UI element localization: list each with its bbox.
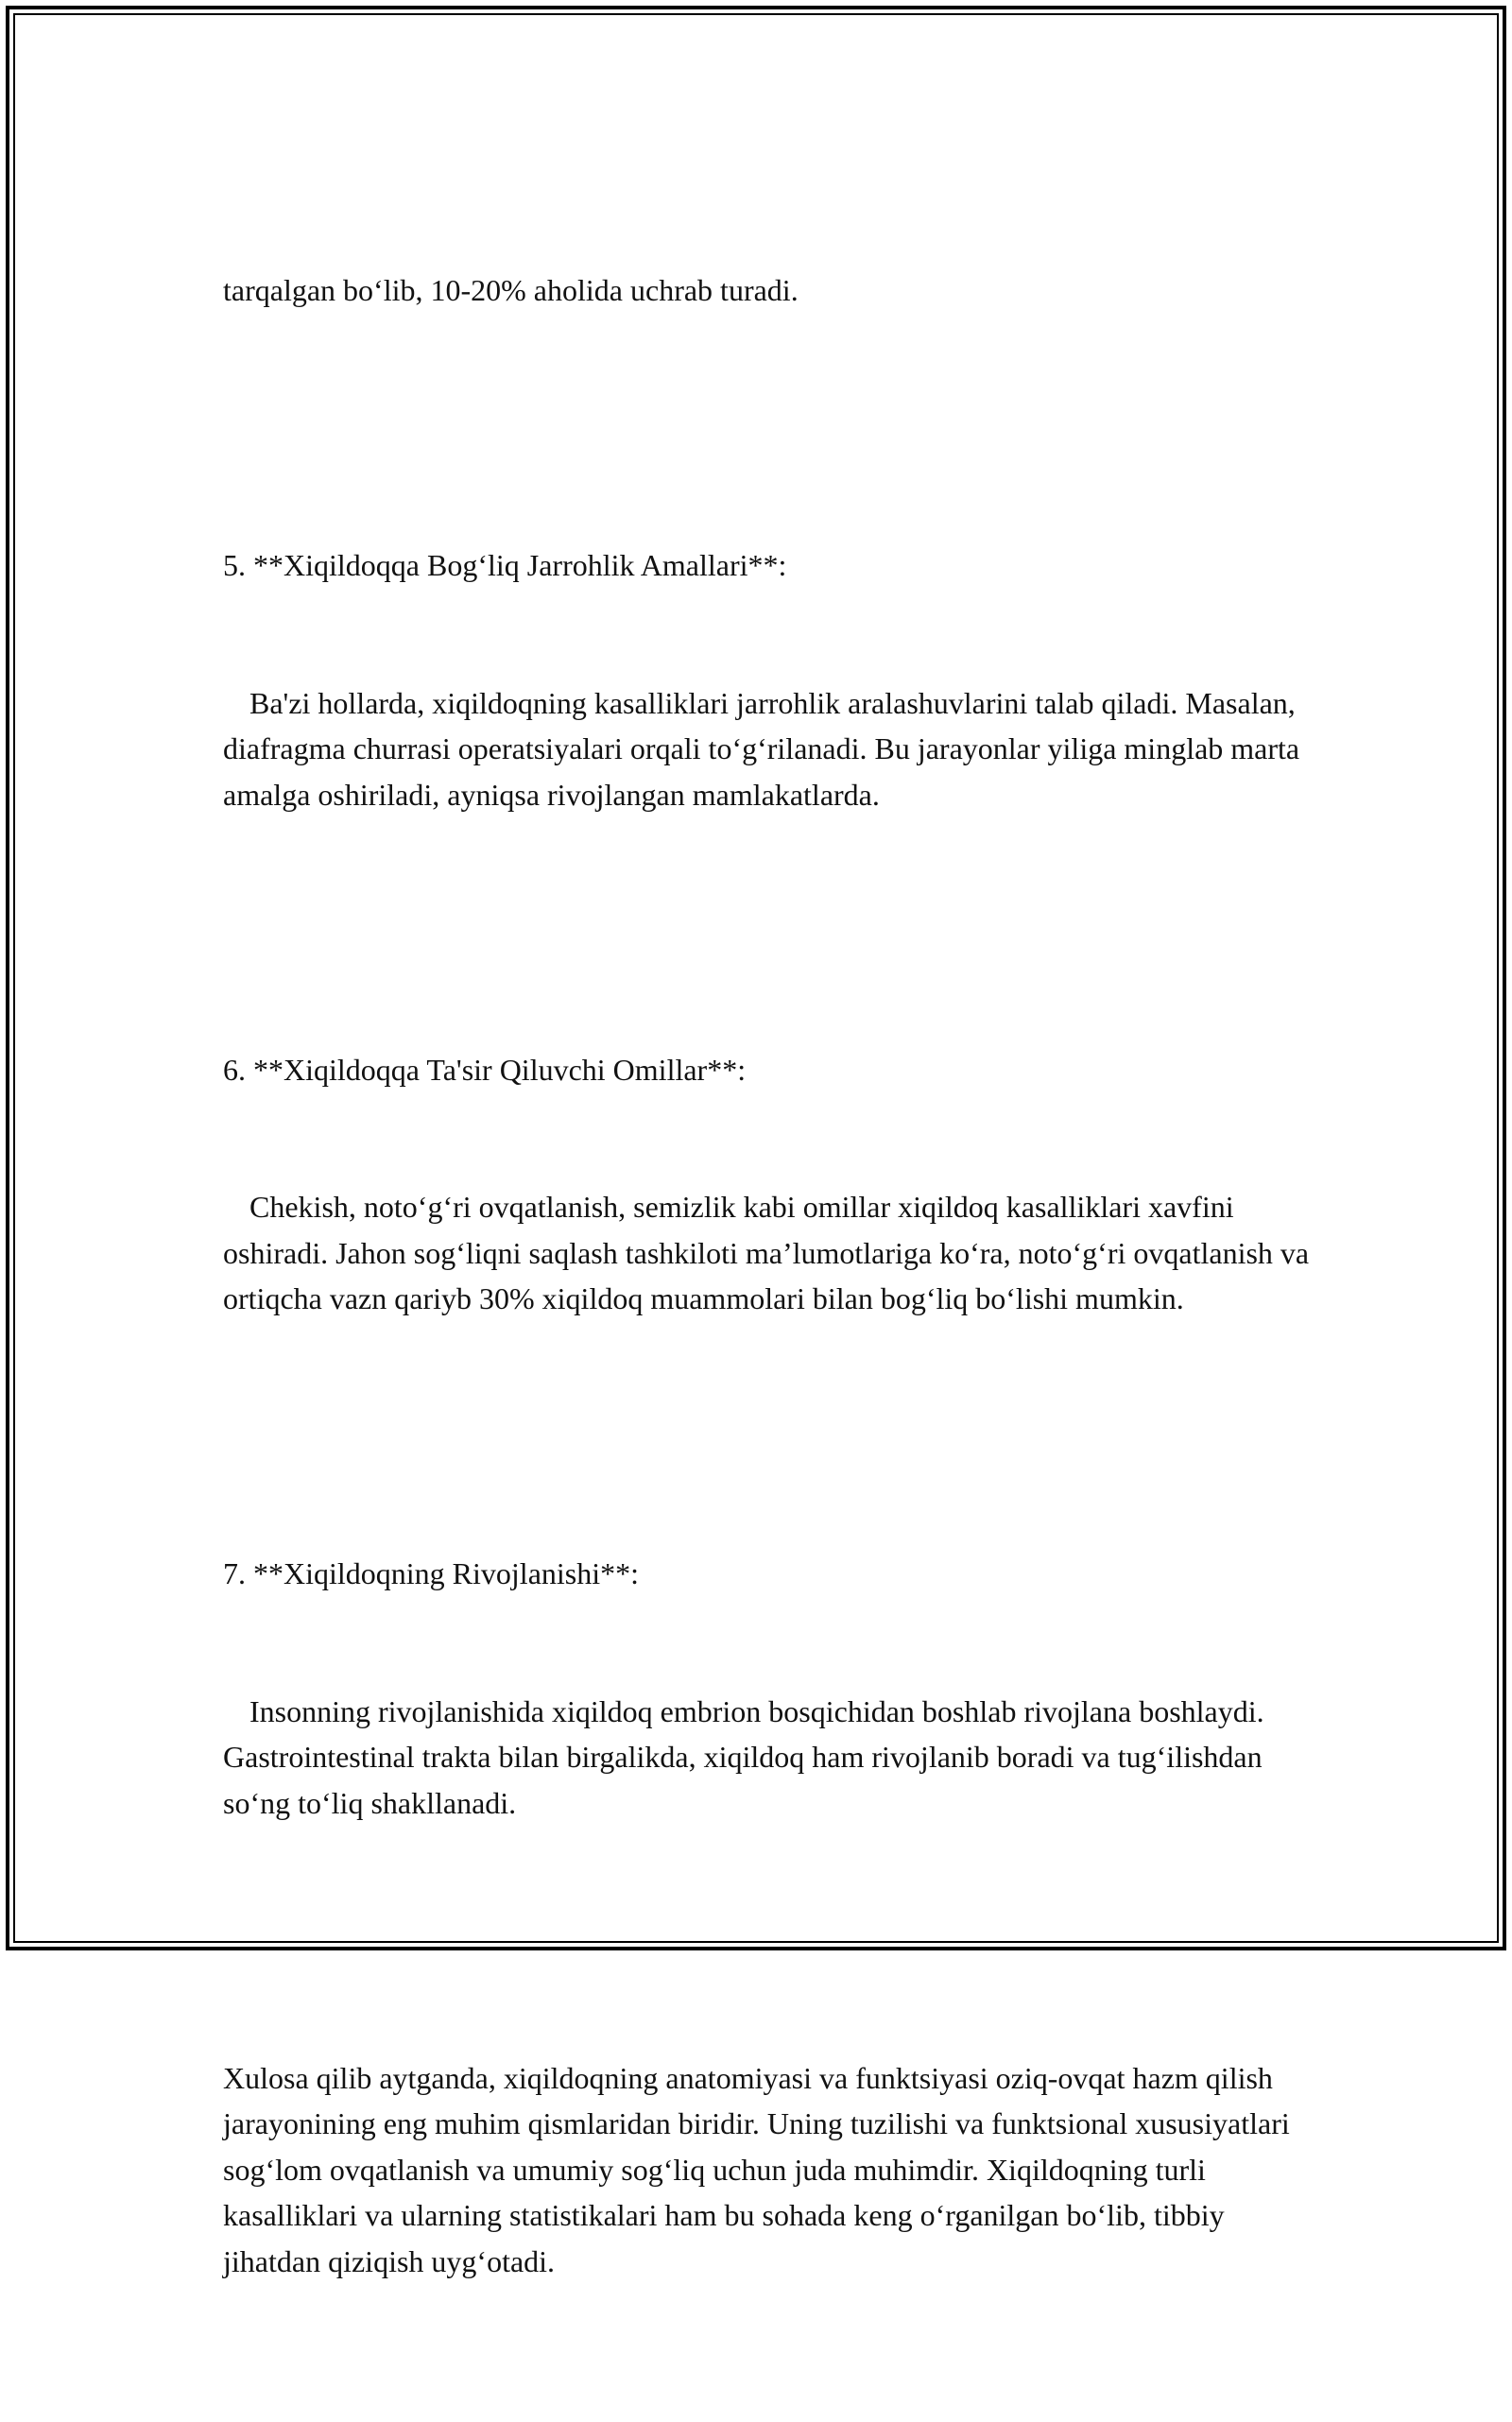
- section-7-heading: 7. **Xiqildoqning Rivojlanishi**:: [223, 1556, 640, 1590]
- section-7-body: Insonning rivojlanishida xiqildoq embrion bosqichidan boshlab rivojlana boshlaydi. Gastrointestinal trakta bilan birgalikda, xiqildoq ham rivojlanib boradi va tug‘ilishdan so‘ng to‘liq shakllanadi.: [223, 1693, 1272, 1820]
- section-5-body: Ba'zi hollarda, xiqildoqning kasalliklari jarrohlik aralashuvlarini talab qiladi. Masalan, diafragma churrasi operatsiyalari orqali to‘g‘rilanadi. Bu jarayonlar yiliga minglab marta amalga oshiriladi, ayniqsa rivojlangan mamlakatlarda.: [223, 685, 1308, 812]
- section-5-heading: 5. **Xiqildoqqa Bog‘liq Jarrohlik Amallari**:: [223, 548, 787, 582]
- section-6-heading: 6. **Xiqildoqqa Ta'sir Qiluvchi Omillar**:: [223, 1052, 747, 1087]
- document-body: [223, 176, 1319, 2422]
- section-6: [223, 955, 1319, 1414]
- section-7: [223, 1459, 1319, 1917]
- intro-line: tarqalgan bo‘lib, 10-20% aholida uchrab turadi.: [223, 273, 799, 307]
- conclusion-paragraph: [223, 1964, 1319, 2377]
- section-5: [223, 451, 1319, 909]
- section-6-body: Chekish, noto‘g‘ri ovqatlanish, semizlik kabi omillar xiqildoq kasalliklari xavfini oshiradi. Jahon sog‘liqni saqlash tashkiloti ma’lumotlariga ko‘ra, noto‘g‘ri ovqatlanish va ortiqcha vazn qariyb 30% xiqildoq muammolari bilan bog‘liq bo‘lishi mumkin.: [223, 1190, 1317, 1315]
- intro-paragraph: [223, 176, 1319, 405]
- conclusion-text: Xulosa qilib aytganda, xiqildoqning anatomiyasi va funktsiyasi oziq-ovqat hazm qilish jarayonining eng muhim qismlaridan biridir. Uning tuzilishi va funktsional xususiyatlari sog‘lom ovqatlanish va umumiy sog‘liq uchun juda muhimdir. Xiqildoqning turli kasalliklari va ularning statistikalari ham bu sohada keng o‘rganilgan bo‘lib, tibbiy jihatdan qiziqish uyg‘otadi.: [223, 2060, 1297, 2278]
